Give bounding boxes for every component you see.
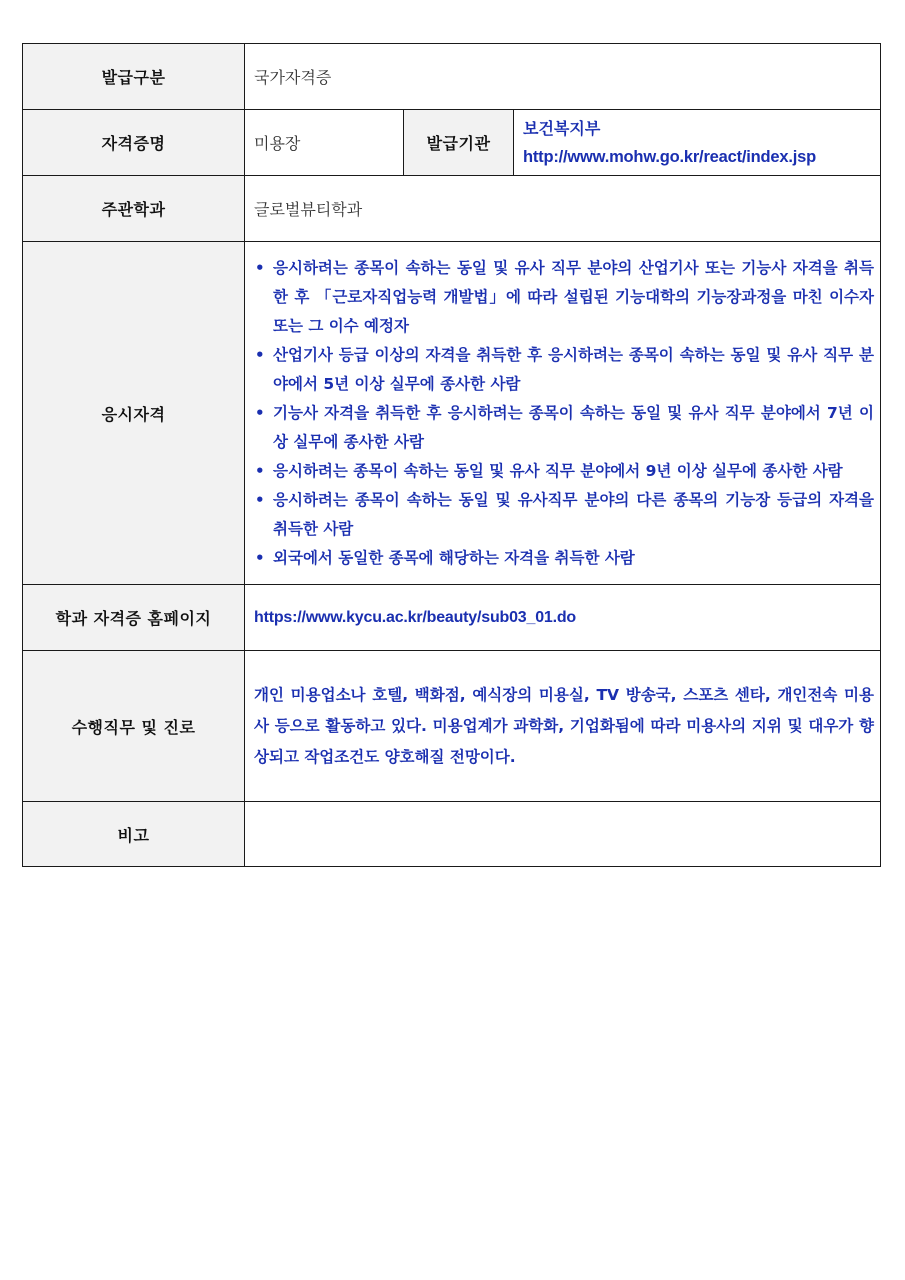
bullet-icon: • bbox=[255, 461, 265, 480]
row-issue-type bbox=[23, 44, 881, 110]
qualification-item bbox=[253, 486, 874, 544]
row-duties bbox=[23, 651, 881, 802]
row-department bbox=[23, 176, 881, 242]
issuing-org-label: 발급기관 bbox=[404, 110, 514, 176]
bullet-icon: • bbox=[255, 345, 265, 364]
issue-type-value: 국가자격증 bbox=[245, 44, 881, 110]
remarks-value bbox=[245, 802, 881, 867]
issuing-org-link[interactable]: http://www.mohw.go.kr/react/index.jsp bbox=[523, 147, 816, 166]
duties-label: 수행직무 및 진로 bbox=[23, 651, 245, 802]
qualification-text: 응시하려는 종목이 속하는 동일 및 유사 직무 분야의 산업기사 또는 기능사 자격을 취득한 후 「근로자직업능력 개발법」에 따라 설립된 기능대학의 기능장과정을 마친 이수자 또는 그 이수 예정자 bbox=[273, 258, 874, 335]
homepage-link[interactable]: https://www.kycu.ac.kr/beauty/sub03_01.do bbox=[245, 585, 881, 651]
department-value: 글로벌뷰티학과 bbox=[245, 176, 881, 242]
bullet-icon: • bbox=[255, 548, 265, 567]
department-label: 주관학과 bbox=[23, 176, 245, 242]
row-homepage bbox=[23, 585, 881, 651]
qualifications-label: 응시자격 bbox=[23, 242, 245, 585]
qualification-item bbox=[253, 399, 874, 457]
row-cert-name bbox=[23, 110, 881, 176]
row-remarks bbox=[23, 802, 881, 867]
cert-name-value: 미용장 bbox=[245, 110, 404, 176]
homepage-label: 학과 자격증 홈페이지 bbox=[23, 585, 245, 651]
duties-cell bbox=[245, 651, 881, 802]
qualification-text: 산업기사 등급 이상의 자격을 취득한 후 응시하려는 종목이 속하는 동일 및 유사 직무 분야에서 5년 이상 실무에 종사한 사람 bbox=[273, 345, 874, 393]
remarks-label: 비고 bbox=[23, 802, 245, 867]
qualification-text: 응시하려는 종목이 속하는 동일 및 유사직무 분야의 다른 종목의 기능장 등급의 자격을 취득한 사람 bbox=[273, 490, 874, 538]
qualification-text: 외국에서 동일한 종목에 해당하는 자격을 취득한 사람 bbox=[273, 548, 635, 567]
qualifications-list bbox=[245, 254, 880, 573]
issue-type-label: 발급구분 bbox=[23, 44, 245, 110]
certificate-info-table bbox=[22, 43, 881, 867]
duties-text: 개인 미용업소나 호텔, 백화점, 예식장의 미용실, TV 방송국, 스포츠 센타, 개인전속 미용사 등으로 활동하고 있다. 미용업계가 과학화, 기업화됨에 따라 미용사의 지위 및 대우가 향상되고 작업조건도 양호해질 전망이다. bbox=[254, 685, 874, 766]
bullet-icon: • bbox=[255, 258, 265, 277]
qualification-item bbox=[253, 341, 874, 399]
issuing-org-name: 보건복지부 bbox=[523, 118, 601, 138]
qualification-item bbox=[253, 544, 874, 573]
qualification-text: 응시하려는 종목이 속하는 동일 및 유사 직무 분야에서 9년 이상 실무에 종사한 사람 bbox=[273, 461, 843, 480]
qualification-text: 기능사 자격을 취득한 후 응시하려는 종목이 속하는 동일 및 유사 직무 분야에서 7년 이상 실무에 종사한 사람 bbox=[273, 403, 874, 451]
bullet-icon: • bbox=[255, 403, 265, 422]
qualification-item bbox=[253, 457, 874, 486]
row-qualifications bbox=[23, 242, 881, 585]
qualification-item bbox=[253, 254, 874, 341]
cert-name-label: 자격증명 bbox=[23, 110, 245, 176]
bullet-icon: • bbox=[255, 490, 265, 509]
qualifications-cell bbox=[245, 242, 881, 585]
issuing-org-cell bbox=[514, 110, 881, 176]
